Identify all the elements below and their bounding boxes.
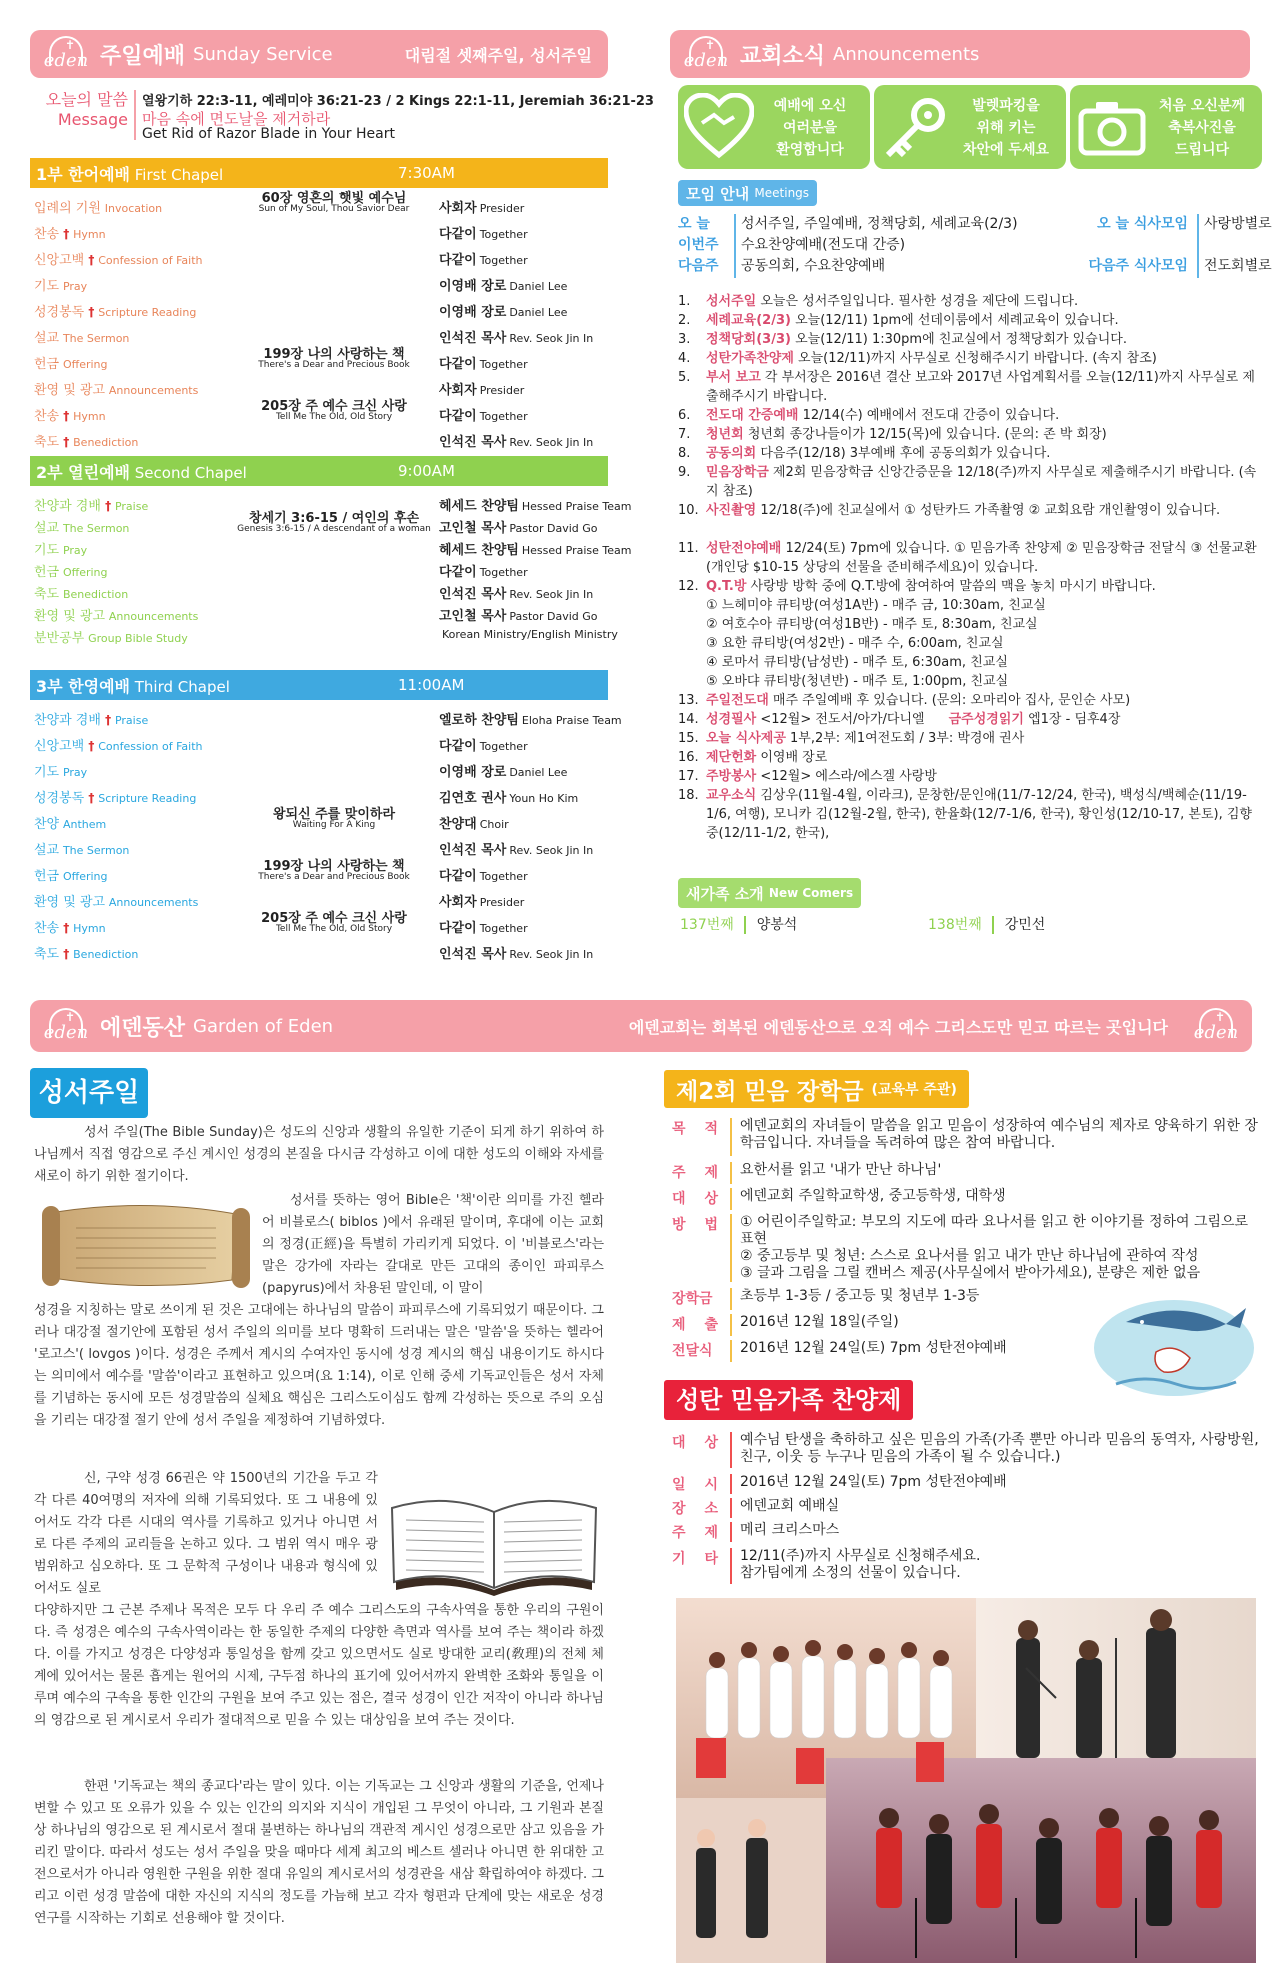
item-leader: 찬양대 Choir (439, 817, 509, 832)
item-leader: 헤세드 찬양팀 Hessed Praise Team (439, 499, 632, 514)
news-title-ko: 교회소식 (740, 43, 826, 69)
essay-p2b: 성경을 지칭하는 말로 쓰이게 된 것은 고대에는 하나님의 말씀이 파피루스에 기록되었기 때문이다. 그러나 대강절 절기안에 포함된 성서 주일의 의미를 보다 명확히 드러내는 말은 '말씀'을 뜻하는 헬라어 '로고스'( lovgos )이다. 성경은 주께서 계시의 수여자인 동시에 성경 계시의 핵심 내용이기도 하시다는 의미에서 예수를 '말씀'이라고 표현하고 있으며(요 1:14), 이로 인해 중세 기독교인들은 성서 자체를 기념하는 동시에 모든 성경말씀의 실체요 핵심은 그리스도이심도 함께 각성하는 뜻으로 주의 오심을 기리는 대강절 절기 안에 성서 주일을 제정하여 기념하였다. (34, 1303, 604, 1428)
cross-icon: † (100, 713, 112, 727)
camera-icon (1078, 97, 1146, 157)
item-leader: 엘로하 찬양팀 Eloha Praise Team (439, 713, 622, 728)
eden-logo-icon: ✝ eden (683, 38, 729, 71)
item-leader: 고인철 목사 Pastor David Go (439, 609, 598, 624)
sunday-service-header (30, 30, 608, 78)
essay-p1: 성서 주일(The Bible Sunday)은 성도의 신앙과 생활의 유일한 기준이 되게 하기 위하여 하나님께서 직접 영감으로 주신 계시인 성경의 본질을 다시금 각성하고 이에 대한 성도의 이해와 자세를 새로이 하기 위한 절기이다. (34, 1125, 604, 1184)
item-label: 헌금 Offering (34, 357, 108, 372)
item-label: 환영 및 광고 Announcements (34, 895, 199, 910)
item-label: 환영 및 광고 Announcements (34, 383, 199, 398)
item-leader: 이영배 장로 Daniel Lee (439, 305, 568, 320)
schedule-row: 장 소 에덴교회 예배실 (662, 1498, 1262, 1518)
item-label: 헌금 Offering (34, 869, 108, 884)
item-label: 입례의 기원 Invocation (34, 201, 163, 216)
eden-logo-icon: ✝ eden (1193, 1010, 1239, 1043)
item-label: 축도 † Benediction (34, 435, 139, 450)
essay-p3b: 다양하지만 그 근본 주제나 목적은 모두 다 우리 주 예수 그리스도의 구속사역을 통한 우리의 구원이다. 즉 성경은 예수의 구속사역이라는 한 동일한 주제의 다양한 측면과 역사를 보여 주는 책이라 하겠다. 이를 가지고 성경은 다양성과 통일성을 함께 갖고 있으면서도 실로 방대한 교리(敎理)의 전체 체계에 있어서는 물론 흡게는 원어의 시제, 구두점 하나의 표기에 있어서까지 완벽한 조화와 통일을 이루며 예수의 구속을 통한 인간의 구원을 보여 주고 있는 점은, 결국 성경이 인간 저작이 아니라 하나님의 영감으로 된 계시로서 우리가 절대적으로 믿을 수 있는 대상임을 보여 주는 것이다. (34, 1603, 604, 1728)
item-leader: 다같이 Together (439, 869, 528, 884)
item-leader: 다같이 Together (439, 253, 528, 268)
sermon-title-en: Get Rid of Razor Blade in Your Heart (142, 126, 395, 142)
order-of-worship-row (34, 732, 624, 758)
schedule-row: 장학금 초등부 1-3등 / 중고등 및 청년부 1-3등 (662, 1288, 1262, 1310)
sunday-title-ko: 주일예배 (100, 43, 186, 69)
item-title: 왕되신 주를 맞이하라 Waiting For A King (272, 807, 396, 830)
photo-card (1070, 85, 1262, 169)
essay-p4: 한편 '기독교는 책의 종교다'라는 말이 있다. 이는 기독교는 그 신앙과 생활의 기준을, 언제나 변할 수 있고 또 오류가 있을 수 있는 인간의 의지와 지식이 개입된 그 무엇이 아니라, 그 기원과 본질상 하나님의 영감으로 된 계시로서 절대 불변하는 하나님의 객관적 계시인 성경으로만 삼고 있음을 가리킨 말이다. 따라서 성도는 성서 주일을 맞을 때마다 세계 최고의 베스트 셀러나 아니면 한 위대한 고전으로서가 아니라 영원한 구원을 위한 절대 유일의 계시로서의 성경관을 새삼 확립하여야 하겠다. 그리고 이런 성경 말씀에 대한 자신의 지식의 정도를 가늠해 보고 각자 형편과 단계에 맞는 새로운 성경 연구를 시작하는 기회로 선용해야 할 것이다. (34, 1779, 604, 1926)
order-of-worship-row (34, 706, 624, 732)
item-title: 199장 나의 사랑하는 책 There's a Dear and Precious Book (258, 347, 410, 370)
announcements-header (670, 30, 1250, 78)
item-leader: 다같이 Together (439, 357, 528, 372)
christmas-title: 성탄 믿음가족 찬양제 (664, 1380, 913, 1420)
bible-sunday-title: 성서주일 (30, 1068, 148, 1118)
newcomer-item: 138번째 강민선 (928, 917, 1046, 933)
item-leader: 다같이 Together (439, 739, 528, 754)
photo-card-text: 처음 오신분께 축복사진을 드립니다 (1158, 98, 1246, 158)
item-title: 창세기 3:6-15 / 여인의 후손 Genesis 3:6-15 / A descendant of a woman (237, 511, 431, 534)
item-leader: 사회자 Presider (439, 895, 525, 910)
cross-icon: † (59, 409, 70, 423)
schedule-row: 대 상 예수님 탄생을 축하하고 싶은 믿음의 가족(가족 뿐만 아니라 믿음의 동역자, 사랑방원, 친구, 이웃 등 누구나 믿음의 가족이 될 수 있습니다.) (662, 1432, 1262, 1468)
schedule-row: 대 상 에덴교회 주일학교학생, 중고등학생, 대학생 (662, 1188, 1262, 1210)
item-label: 성경봉독 † Scripture Reading (34, 791, 197, 806)
item-label: 기도 Pray (34, 765, 88, 780)
choir-photo-collage (676, 1598, 1256, 1963)
item-leader: 인석진 목사 Rev. Seok Jin In (439, 947, 594, 962)
item-leader: 다같이 Together (439, 409, 528, 424)
cross-icon: † (84, 791, 95, 805)
cross-icon: † (84, 305, 95, 319)
item-label: 신앙고백 † Confession of Faith (34, 253, 203, 268)
order-of-worship-row (34, 191, 624, 220)
message-label: 오늘의 말씀 Message (45, 90, 128, 129)
cross-icon: † (59, 227, 70, 241)
order-of-worship-row (34, 624, 624, 650)
order-of-worship-row (34, 428, 624, 454)
scroll-icon (36, 1192, 256, 1298)
item-label: 축도 † Benediction (34, 947, 139, 962)
item-label: 찬양 Anthem (34, 817, 107, 832)
item-leader: 인석진 목사 Rev. Seok Jin In (439, 843, 594, 858)
order-of-worship-row (34, 940, 624, 966)
scholarship-title: 제2회 믿음 장학금 (교육부 주관) (664, 1070, 969, 1108)
schedule-row: 제 출 2016년 12월 18일(주일) (662, 1314, 1262, 1336)
item-leader: 고인철 목사 Pastor David Go (439, 521, 598, 536)
item-label: 찬송 † Hymn (34, 921, 106, 936)
item-leader: 이영배 장로 Daniel Lee (439, 279, 568, 294)
schedule-row: 주 제 메리 크리스마스 (662, 1522, 1262, 1542)
order-of-worship-row (34, 298, 624, 324)
heart-handshake-icon (684, 93, 754, 159)
item-label: 헌금 Offering (34, 565, 108, 580)
item-label: 축도 Benediction (34, 587, 129, 602)
item-label: 분반공부 Group Bible Study (34, 631, 188, 646)
item-leader: 김연호 권사 Youn Ho Kim (439, 791, 579, 806)
cross-icon: † (100, 499, 112, 513)
item-title: 205장 주 예수 크신 사랑 Tell Me The Old, Old Story (261, 911, 407, 934)
order-of-worship-row (34, 246, 624, 272)
item-label: 찬송 † Hymn (34, 409, 106, 424)
cross-icon: † (84, 739, 95, 753)
scripture: 열왕기하 22:3-11, 예레미야 36:21-23 / 2 Kings 22:1-11, Jeremiah 36:21-23 (142, 94, 654, 109)
order-of-worship-row (34, 220, 624, 246)
item-title: 205장 주 예수 크신 사랑 Tell Me The Old, Old Story (261, 399, 407, 422)
eden-logo-icon: ✝ eden (43, 1010, 89, 1043)
sermon-title-ko: 마음 속에 면도날을 제거하라 (142, 110, 331, 128)
key-icon (882, 95, 950, 159)
item-leader: 다같이 Together (439, 921, 528, 936)
schedule-row: 기 타 12/11(주)까지 사무실로 신청해주세요. 참가팀에게 소정의 선물이 있습니다. (662, 1548, 1262, 1584)
item-leader: 사회자 Presider (439, 201, 525, 216)
item-label: 설교 The Sermon (34, 331, 130, 346)
order-of-worship-row (34, 272, 624, 298)
item-label: 찬송 † Hymn (34, 227, 106, 242)
item-leader: 사회자 Presider (439, 383, 525, 398)
schedule-row: 목 적 에덴교회의 자녀들이 말씀을 읽고 믿음이 성장하여 예수님의 제자로 양육하기 위한 장학금입니다. 자녀들을 독려하여 많은 참여 바랍니다. (662, 1118, 1262, 1156)
newcomers-badge: 새가족 소개 New Comers (678, 878, 861, 908)
welcome-card-text: 예배에 오신 여러분을 환영합니다 (773, 98, 847, 158)
eden-motto: 에덴교회는 회복된 에덴동산으로 오직 예수 그리스도만 믿고 따르는 곳입니다 (628, 1017, 1168, 1037)
news-title-en: Announcements (833, 43, 980, 65)
item-label: 신앙고백 † Confession of Faith (34, 739, 203, 754)
cross-icon: † (59, 435, 70, 449)
item-leader: 인석진 목사 Rev. Seok Jin In (439, 331, 594, 346)
essay-p2a: 성서를 뜻하는 영어 Bible은 '책'이란 의미를 가진 헬라어 비블로스( biblos )에서 유래된 말이며, 후대에 이는 교회의 정경(正經)을 특별히 가리키게 되었다. 이 '비블로스'라는 말은 강가에 자라는 갈대로 만든 고대의 종이인 파피루스(papyrus)에서 차용된 말인데, 이 말이 (262, 1193, 604, 1296)
item-leader: Korean Ministry/English Ministry (442, 628, 618, 641)
welcome-card (678, 85, 870, 169)
item-leader: 이영배 장로 Daniel Lee (439, 765, 568, 780)
item-leader: 인석진 목사 Rev. Seok Jin In (439, 435, 594, 450)
eden-logo-icon: ✝ eden (43, 38, 89, 71)
meetings-badge: 모임 안내 Meetings (678, 180, 817, 206)
item-title: 199장 나의 사랑하는 책 There's a Dear and Precious Book (258, 859, 410, 882)
schedule-row: 전달식 2016년 12월 24일(토) 7pm 성탄전야예배 (662, 1340, 1262, 1362)
sunday-title-en: Sunday Service (193, 43, 333, 65)
item-label: 환영 및 광고 Announcements (34, 609, 199, 624)
item-label: 설교 The Sermon (34, 521, 130, 536)
whale-illustration-icon (1086, 1288, 1254, 1398)
item-label: 설교 The Sermon (34, 843, 130, 858)
essay-p3a: 신, 구약 성경 66권은 약 1500년의 기간을 두고 각각 다른 40여명의 저자에 의해 기록되었다. 또 그 내용에 있어서도 각각 다른 시대의 역사를 기록하고 있거나 아니면 서로 다른 주제의 교리들을 논하고 있다. 그 범위 역시 매우 광범위하고 심오하다. 또 그 문학적 구성이나 내용과 형식에 있어서도 실로 (34, 1471, 378, 1596)
order-of-worship-row (34, 911, 624, 940)
cross-icon: † (84, 253, 95, 267)
item-leader: 헤세드 찬양팀 Hessed Praise Team (439, 543, 632, 558)
schedule-row: 방 법 ① 어린이주일학교: 부모의 지도에 따라 요나서를 읽고 한 이야기를 정하여 그림으로 표현 ② 중고등부 및 청년: 스스로 요나서를 읽고 내가 만난 하나님에 관하여 작성 ③ 글과 그림을 그릴 캔버스 제공(사무실에서 받아가세요), 분량은 제한 없음 (662, 1214, 1262, 1282)
item-label: 기도 Pray (34, 543, 88, 558)
order-of-worship-row (34, 758, 624, 784)
chapel-header: 3부 한영예배 Third Chapel 11:00AM (30, 670, 608, 700)
item-leader: 다같이 Together (439, 227, 528, 242)
item-label: 성경봉독 † Scripture Reading (34, 305, 197, 320)
eden-title-en: Garden of Eden (193, 1015, 334, 1037)
cross-icon: † (59, 921, 70, 935)
order-of-worship-row (34, 399, 624, 428)
meetings-table: 오 늘 이번주 다음주 성서주일, 주일예배, 정책당회, 세례교육(2/3) 수요찬양예배(전도대 간증) 공동의회, 수요찬양예배 오 늘 식사모임 다음주 식사모임 사랑방별로 전도회별로 (678, 214, 1258, 282)
newcomer-item: 137번째 양봉석 (680, 917, 798, 933)
item-label: 찬양과 경배 † Praise (34, 499, 149, 514)
item-leader: 인석진 목사 Rev. Seok Jin In (439, 587, 594, 602)
parking-card (874, 85, 1066, 169)
item-leader: 다같이 Together (439, 565, 528, 580)
eden-title-ko: 에덴동산 (100, 1015, 186, 1041)
schedule-row: 일 시 2016년 12월 24일(토) 7pm 성탄전야예배 (662, 1474, 1262, 1494)
item-label: 찬양과 경배 † Praise (34, 713, 149, 728)
cross-icon: † (59, 947, 70, 961)
order-of-worship-row (34, 859, 624, 888)
chapel-header: 2부 열린예배 Second Chapel 9:00AM (30, 456, 608, 486)
chapel-header: 1부 한어예배 First Chapel 7:30AM (30, 158, 608, 188)
parking-card-text: 발렛파킹을 위해 키는 차안에 두세요 (962, 98, 1050, 158)
sunday-subtitle: 대림절 셋째주일, 성서주일 (404, 45, 592, 65)
item-label: 기도 Pray (34, 279, 88, 294)
order-of-worship-row (34, 807, 624, 836)
order-of-worship-row (34, 347, 624, 376)
eden-header (30, 1000, 1252, 1052)
item-title: 60장 영혼의 햇빛 예수님 Sun of My Soul, Thou Savior Dear (258, 191, 410, 214)
schedule-row: 주 제 요한서를 읽고 '내가 만난 하나님' (662, 1162, 1262, 1184)
open-bible-icon (386, 1478, 602, 1596)
